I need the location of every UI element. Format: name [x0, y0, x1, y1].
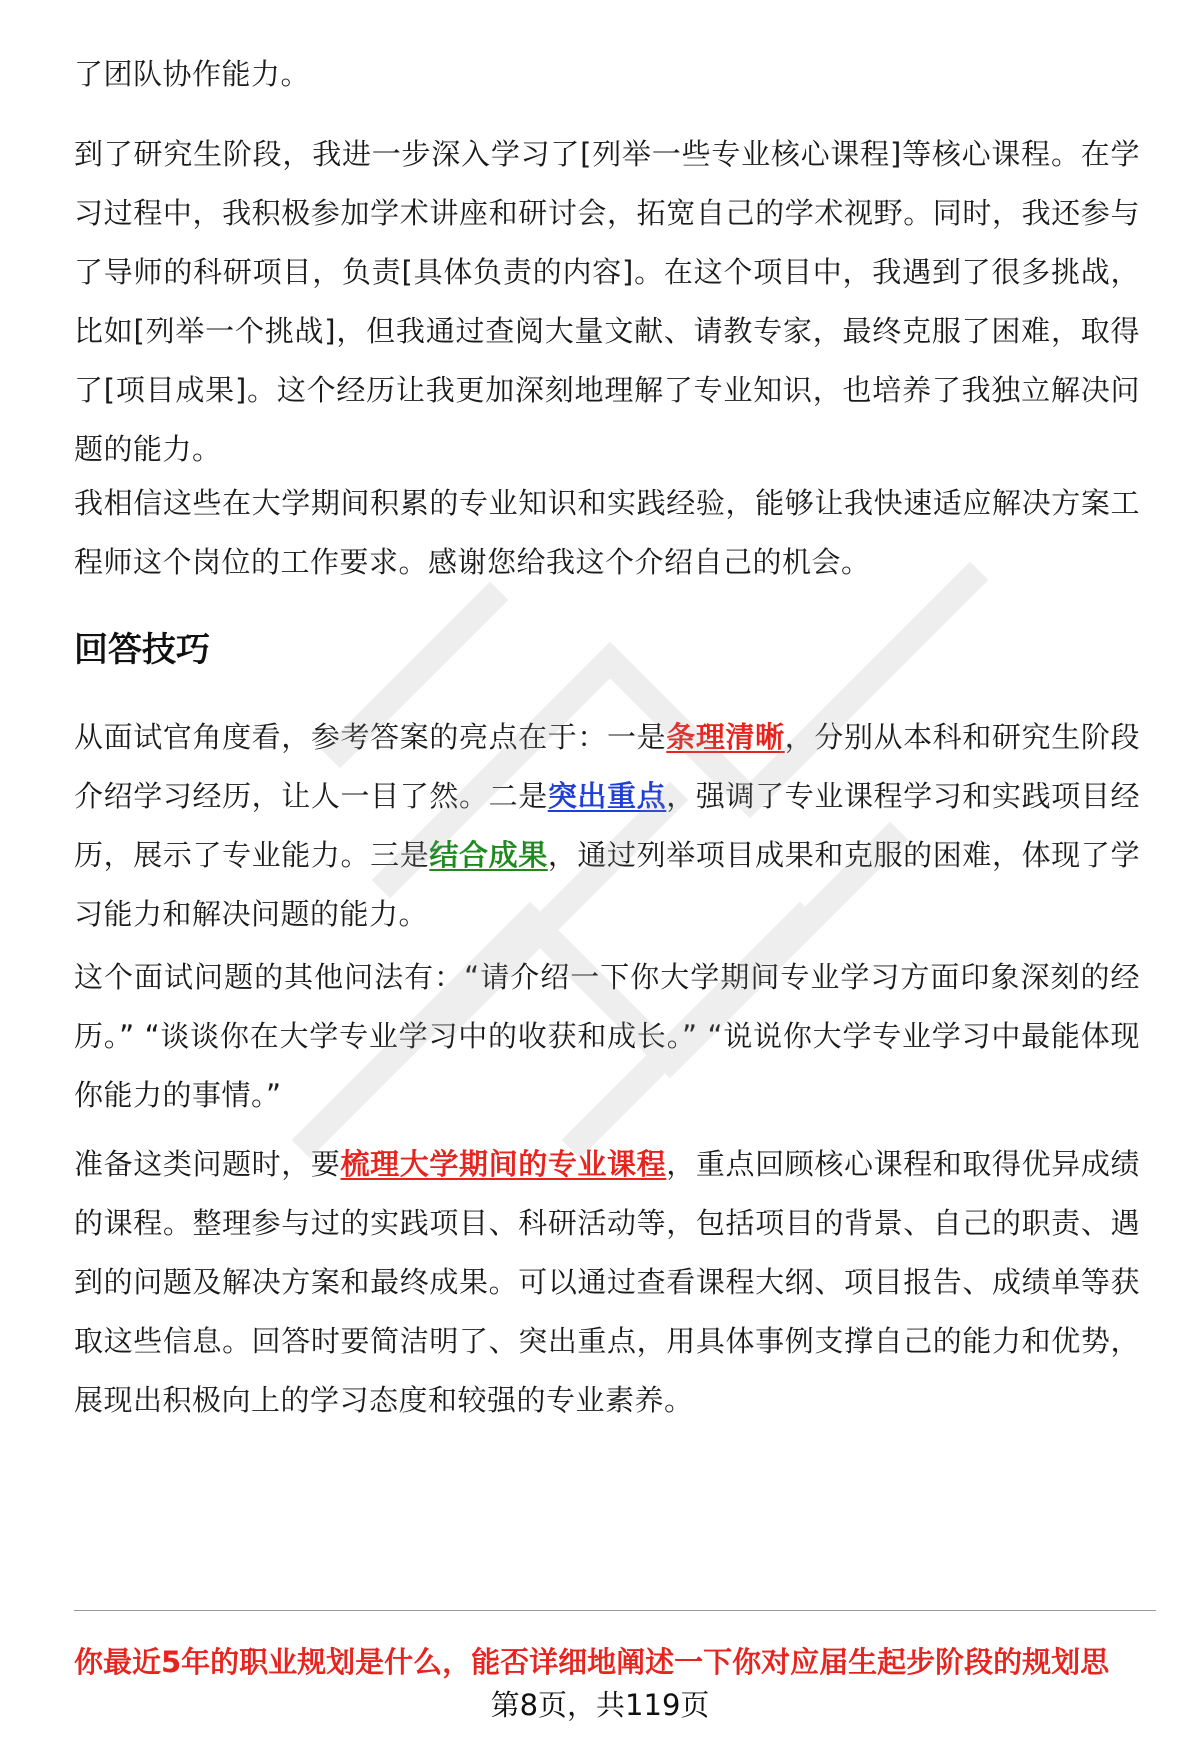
footer-divider: [74, 1610, 1156, 1611]
paragraph-preparation: [74, 1135, 1140, 1430]
next-question-preview: 你最近5年的职业规划是什么，能否详细地阐述一下你对应届生起步阶段的规划思: [74, 1645, 1110, 1679]
page-number: 第8页，共119页: [490, 1688, 710, 1722]
paragraph-continuation: 了团队协作能力。: [74, 57, 311, 91]
tips1-text-c: ，强调了专业课程学习和实践项目经历，展示了专业能力。三是: [74, 779, 1140, 872]
highlight-results: 结合成果: [429, 838, 548, 872]
section-heading: 回答技巧: [74, 630, 210, 670]
tips1-text-d: ，通过列举项目成果和克服的困难，体现了学习能力和解决问题的能力。: [74, 838, 1140, 931]
highlight-emphasis: 突出重点: [547, 779, 667, 813]
paragraph-tips-highlights: [74, 708, 1140, 944]
tips1-text-a: 从面试官角度看，参考答案的亮点在于：一是: [74, 720, 667, 754]
tips1-text-b: ，分别从本科和研究生阶段介绍学习经历，让人一目了然。二是: [74, 720, 1140, 813]
tips3-text-a: 准备这类问题时，要: [74, 1147, 341, 1181]
paragraph-conclusion: 我相信这些在大学期间积累的专业知识和实践经验，能够让我快速适应解决方案工程师这个岗位的工作要求。感谢您给我这个介绍自己的机会。: [74, 486, 1140, 579]
paragraph-alternative-questions: 这个面试问题的其他问法有：“请介绍一下你大学期间专业学习方面印象深刻的经历。” “谈谈你在大学专业学习中的收获和成长。” “说说你大学专业学习中最能体现你能力的事情。”: [74, 960, 1140, 1112]
highlight-review-courses: 梳理大学期间的专业课程: [340, 1147, 667, 1181]
highlight-organized: 条理清晰: [666, 720, 785, 754]
tips3-text-b: ，重点回顾核心课程和取得优异成绩的课程。整理参与过的实践项目、科研活动等，包括项目的背景、自己的职责、遇到的问题及解决方案和最终成果。可以通过查看课程大纲、项目报告、成绩单等获取这些信息。回答时要简洁明了、突出重点，用具体事例支撑自己的能力和优势，展现出积极向上的学习态度和较强的专业素养。: [74, 1147, 1140, 1417]
paragraph-graduate-stage: 到了研究生阶段，我进一步深入学习了[列举一些专业核心课程]等核心课程。在学习过程中，我积极参加学术讲座和研讨会，拓宽自己的学术视野。同时，我还参与了导师的科研项目，负责[具体负责的内容]。在这个项目中，我遇到了很多挑战，比如[列举一个挑战]，但我通过查阅大量文献、请教专家，最终克服了困难，取得了[项目成果]。这个经历让我更加深刻地理解了专业知识，也培养了我独立解决问题的能力。: [74, 137, 1140, 466]
